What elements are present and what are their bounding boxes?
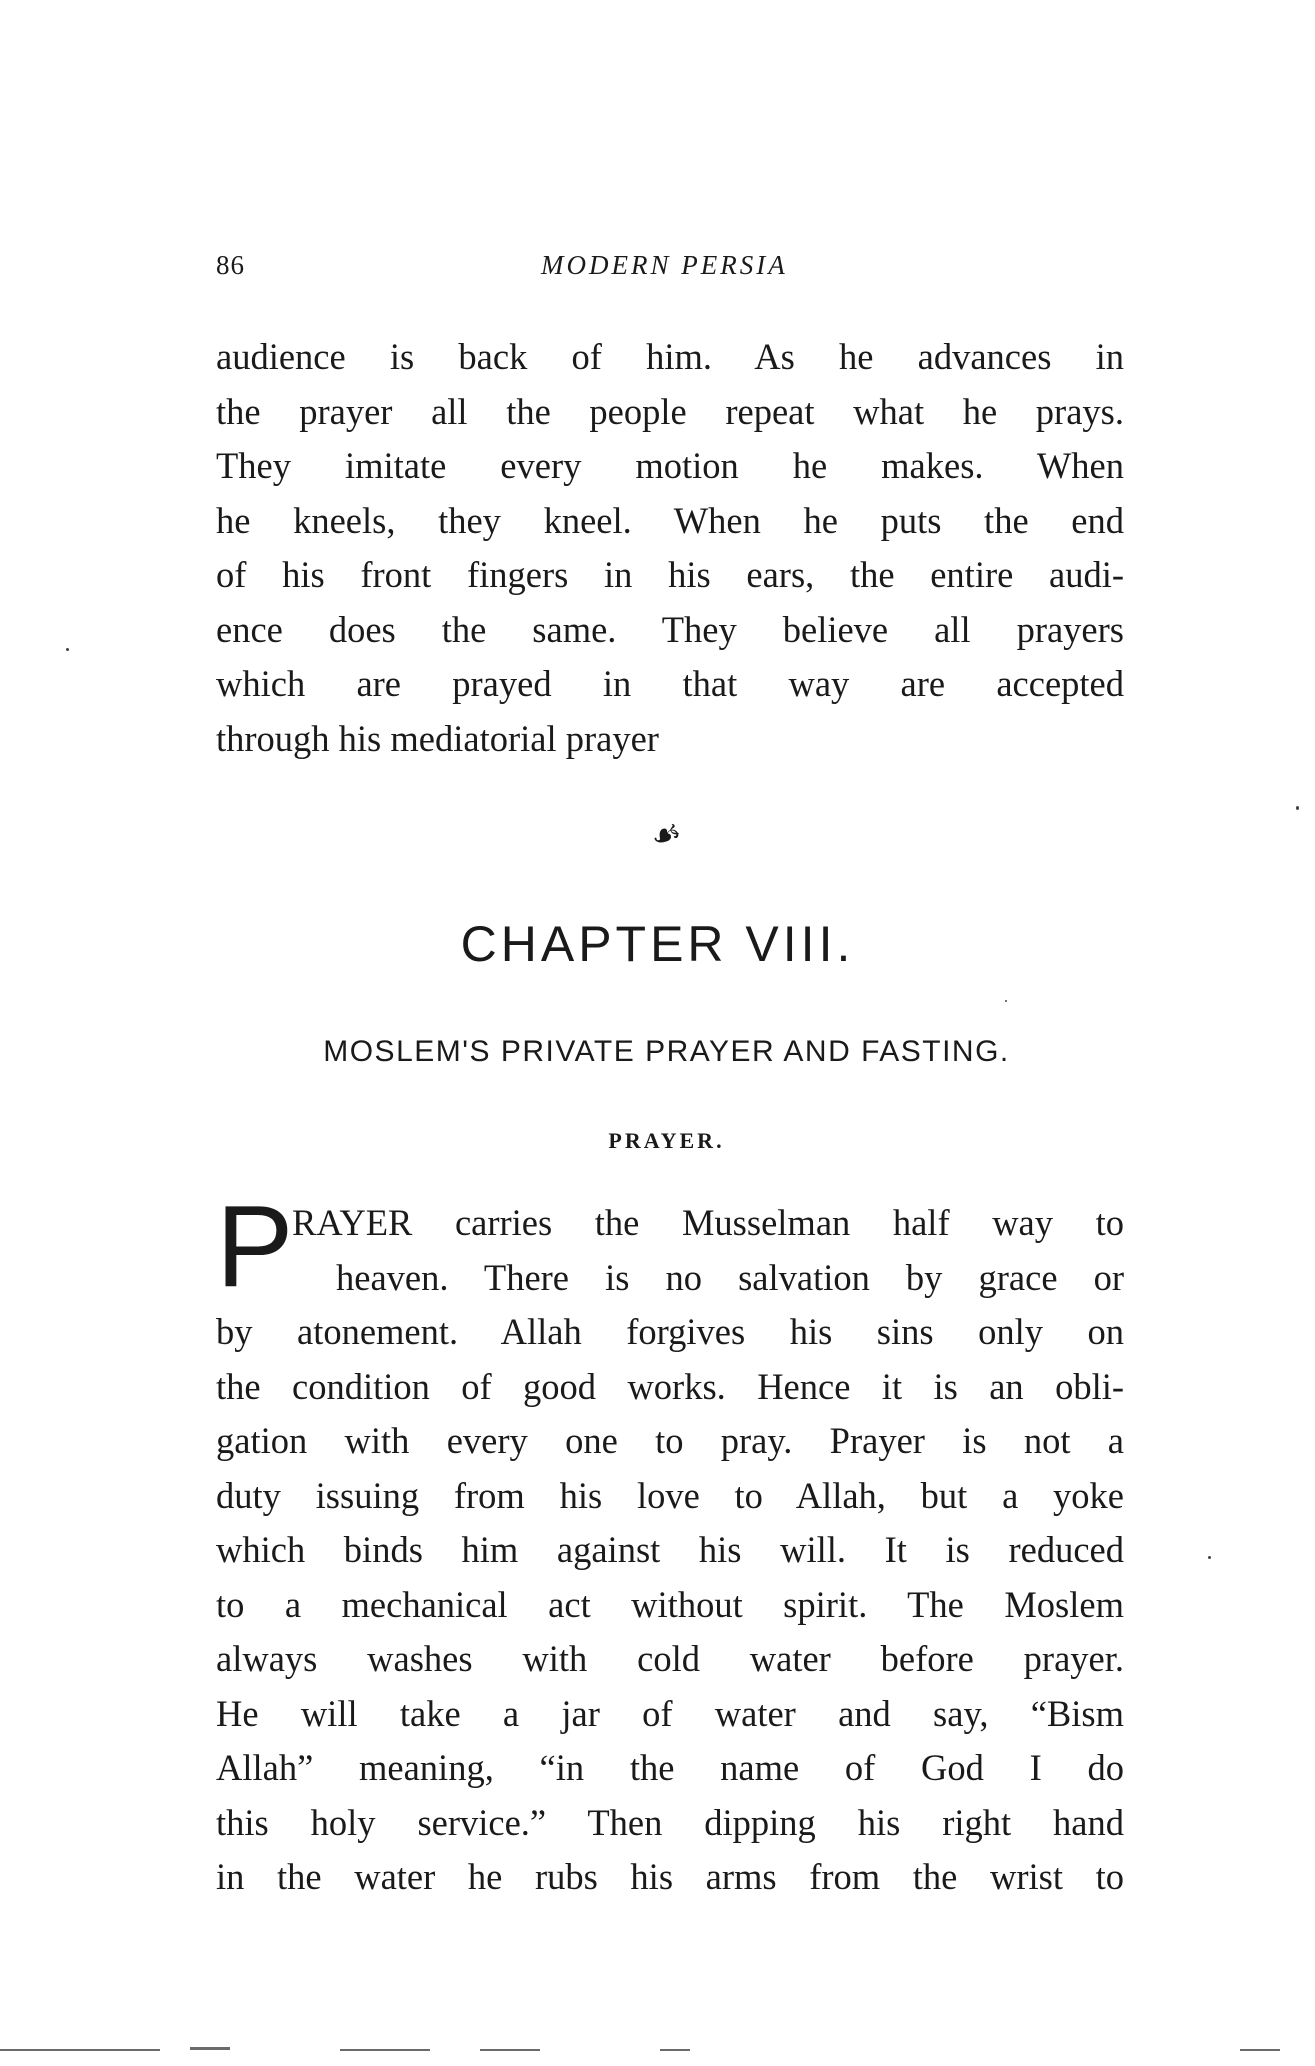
text-line: He will take a jar of water and say, “Bism <box>216 1692 1124 1734</box>
text-line: audience is back of him. As he advances in <box>216 336 1124 377</box>
text-line: duty issuing from his love to Allah, but a yoke <box>216 1474 1124 1516</box>
text-line: Allah” meaning, “in the name of God I do <box>216 1747 1124 1788</box>
text-line: this holy service.” Then dipping his right hand <box>216 1801 1124 1843</box>
text-line: he kneels, they kneel. When he puts the end <box>216 499 1124 541</box>
fleuron-ornament-icon: ☙ <box>645 811 687 859</box>
text-line: the condition of good works. Hence it is an obli- <box>216 1365 1124 1407</box>
page-number: 86 <box>216 250 245 280</box>
text-line: gation with every one to pray. Prayer is not a <box>216 1420 1124 1461</box>
text-line: the prayer all the people repeat what he prays. <box>216 390 1124 432</box>
section-heading: PRAYER. <box>608 1128 725 1153</box>
body-paragraph <box>216 1196 1124 1905</box>
text-line: in the water he rubs his arms from the wrist to <box>216 1856 1124 1897</box>
text-line: heaven. There is no salvation by grace or <box>336 1256 1124 1298</box>
scan-edge-noise <box>0 2046 1315 2056</box>
text-line: which binds him against his will. It is reduced <box>216 1529 1124 1570</box>
text-line: to a mechanical act without spirit. The Moslem <box>216 1583 1124 1625</box>
text-line: through his mediatorial prayer <box>216 717 659 759</box>
drop-cap: P <box>216 1181 294 1311</box>
text-line: always washes with cold water before prayer. <box>216 1638 1124 1679</box>
intro-paragraph <box>216 330 1124 766</box>
chapter-subtitle: MOSLEM'S PRIVATE PRAYER AND FASTING. <box>323 1035 1010 1068</box>
text-line: by atonement. Allah forgives his sins only on <box>216 1311 1124 1352</box>
text-line: which are prayed in that way are accepted <box>216 663 1124 704</box>
scan-speck <box>66 648 69 651</box>
scan-speck <box>1296 806 1299 810</box>
chapter-heading: CHAPTER VIII. <box>460 916 855 972</box>
text-line: ence does the same. They believe all prayers <box>216 608 1124 650</box>
scan-speck <box>1208 1556 1211 1559</box>
text-line: They imitate every motion he makes. When <box>216 445 1124 486</box>
text-line: of his front fingers in his ears, the entire audi- <box>216 554 1124 595</box>
text-line: RAYER carries the Musselman half way to <box>292 1202 1124 1243</box>
running-head <box>216 250 1126 290</box>
running-title: MODERN PERSIA <box>541 250 788 280</box>
scan-speck <box>1005 1000 1007 1002</box>
